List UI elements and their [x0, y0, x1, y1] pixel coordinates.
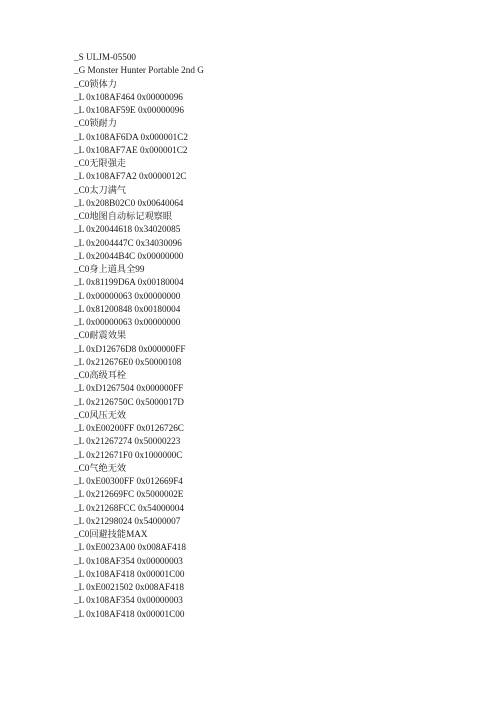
code-line: _L 0xE0021502 0x008AF418	[74, 582, 184, 592]
code-line: _L 0x108AF464 0x00000096	[74, 91, 183, 102]
code-line: _L 0x108AF59E 0x00000096	[74, 105, 184, 115]
cheat-name-line: _C0锁耐力	[74, 118, 117, 129]
code-line: _L 0xE0023A00 0x008AF418	[74, 542, 186, 553]
code-line: _L 0x208B02C0 0x00640064	[74, 197, 184, 208]
code-line: _L 0x81199D6A 0x00180004	[74, 277, 184, 288]
code-line: _L 0x2126750C 0x5000017D	[74, 396, 184, 407]
code-line: _L 0x00000063 0x00000000	[74, 290, 181, 301]
cheat-name-line: _C0高级耳栓	[74, 370, 127, 380]
code-line: _L 0x21268FCC 0x54000004	[74, 502, 184, 513]
cheat-name-line: _C0锁体力	[74, 78, 117, 89]
code-line: _L 0x21298024 0x54000007	[74, 515, 181, 526]
cheat-name-line: _C0耐震效果	[74, 330, 127, 341]
code-line: _L 0xD1267504 0x000000FF	[74, 383, 184, 394]
code-line: _L 0x2004447C 0x34030096	[74, 237, 182, 248]
code-line: _L 0x81200848 0x00180004	[74, 303, 181, 314]
cheat-name-line: _C0地图自动标记观察眼	[74, 211, 173, 221]
cheat-code-list	[74, 51, 204, 621]
code-line: _L 0x108AF354 0x00000003	[74, 595, 183, 606]
cheat-name-line: _C0风压无效	[74, 409, 127, 420]
cheat-name-line: _C0身上道具全99	[74, 264, 145, 274]
code-line: _L 0x108AF354 0x00000003	[74, 555, 183, 566]
code-line: _L 0x21267274 0x50000223	[74, 436, 181, 447]
code-line: _L 0x212671F0 0x1000000C	[74, 449, 183, 460]
code-line: _L 0x212669FC 0x5000002E	[74, 489, 184, 500]
game-id-line: _S ULJM-05500	[74, 52, 137, 62]
cheat-name-line: _C0太刀满气	[74, 184, 127, 195]
code-line: _L 0xD12676D8 0x000000FF	[74, 343, 186, 354]
code-line: _L 0x108AF6DA 0x000001C2	[74, 131, 188, 142]
code-line: _L 0x108AF7A2 0x0000012C	[74, 171, 187, 182]
code-line: _L 0x108AF418 0x00001C00	[74, 608, 185, 619]
cheat-name-line: _C0气绝无效	[74, 462, 127, 473]
code-line: _L 0xE00300FF 0x012669F4	[74, 476, 183, 486]
code-line: _L 0x108AF7AE 0x000001C2	[74, 144, 188, 155]
code-line: _L 0x108AF418 0x00001C00	[74, 568, 185, 579]
code-line: _L 0x20044B4C 0x00000000	[74, 250, 184, 261]
cheat-name-line: _C0无限强走	[74, 158, 127, 168]
cheat-name-line: _C0回避技能MAX	[74, 529, 148, 539]
code-line: _L 0x00000063 0x00000000	[74, 317, 181, 327]
code-line: _L 0xE00200FF 0x0126726C	[74, 423, 184, 433]
code-line: _L 0x212676E0 0x50000108	[74, 356, 182, 367]
code-line: _L 0x20044618 0x34020085	[74, 224, 181, 235]
game-title-line: _G Monster Hunter Portable 2nd G	[74, 65, 204, 76]
